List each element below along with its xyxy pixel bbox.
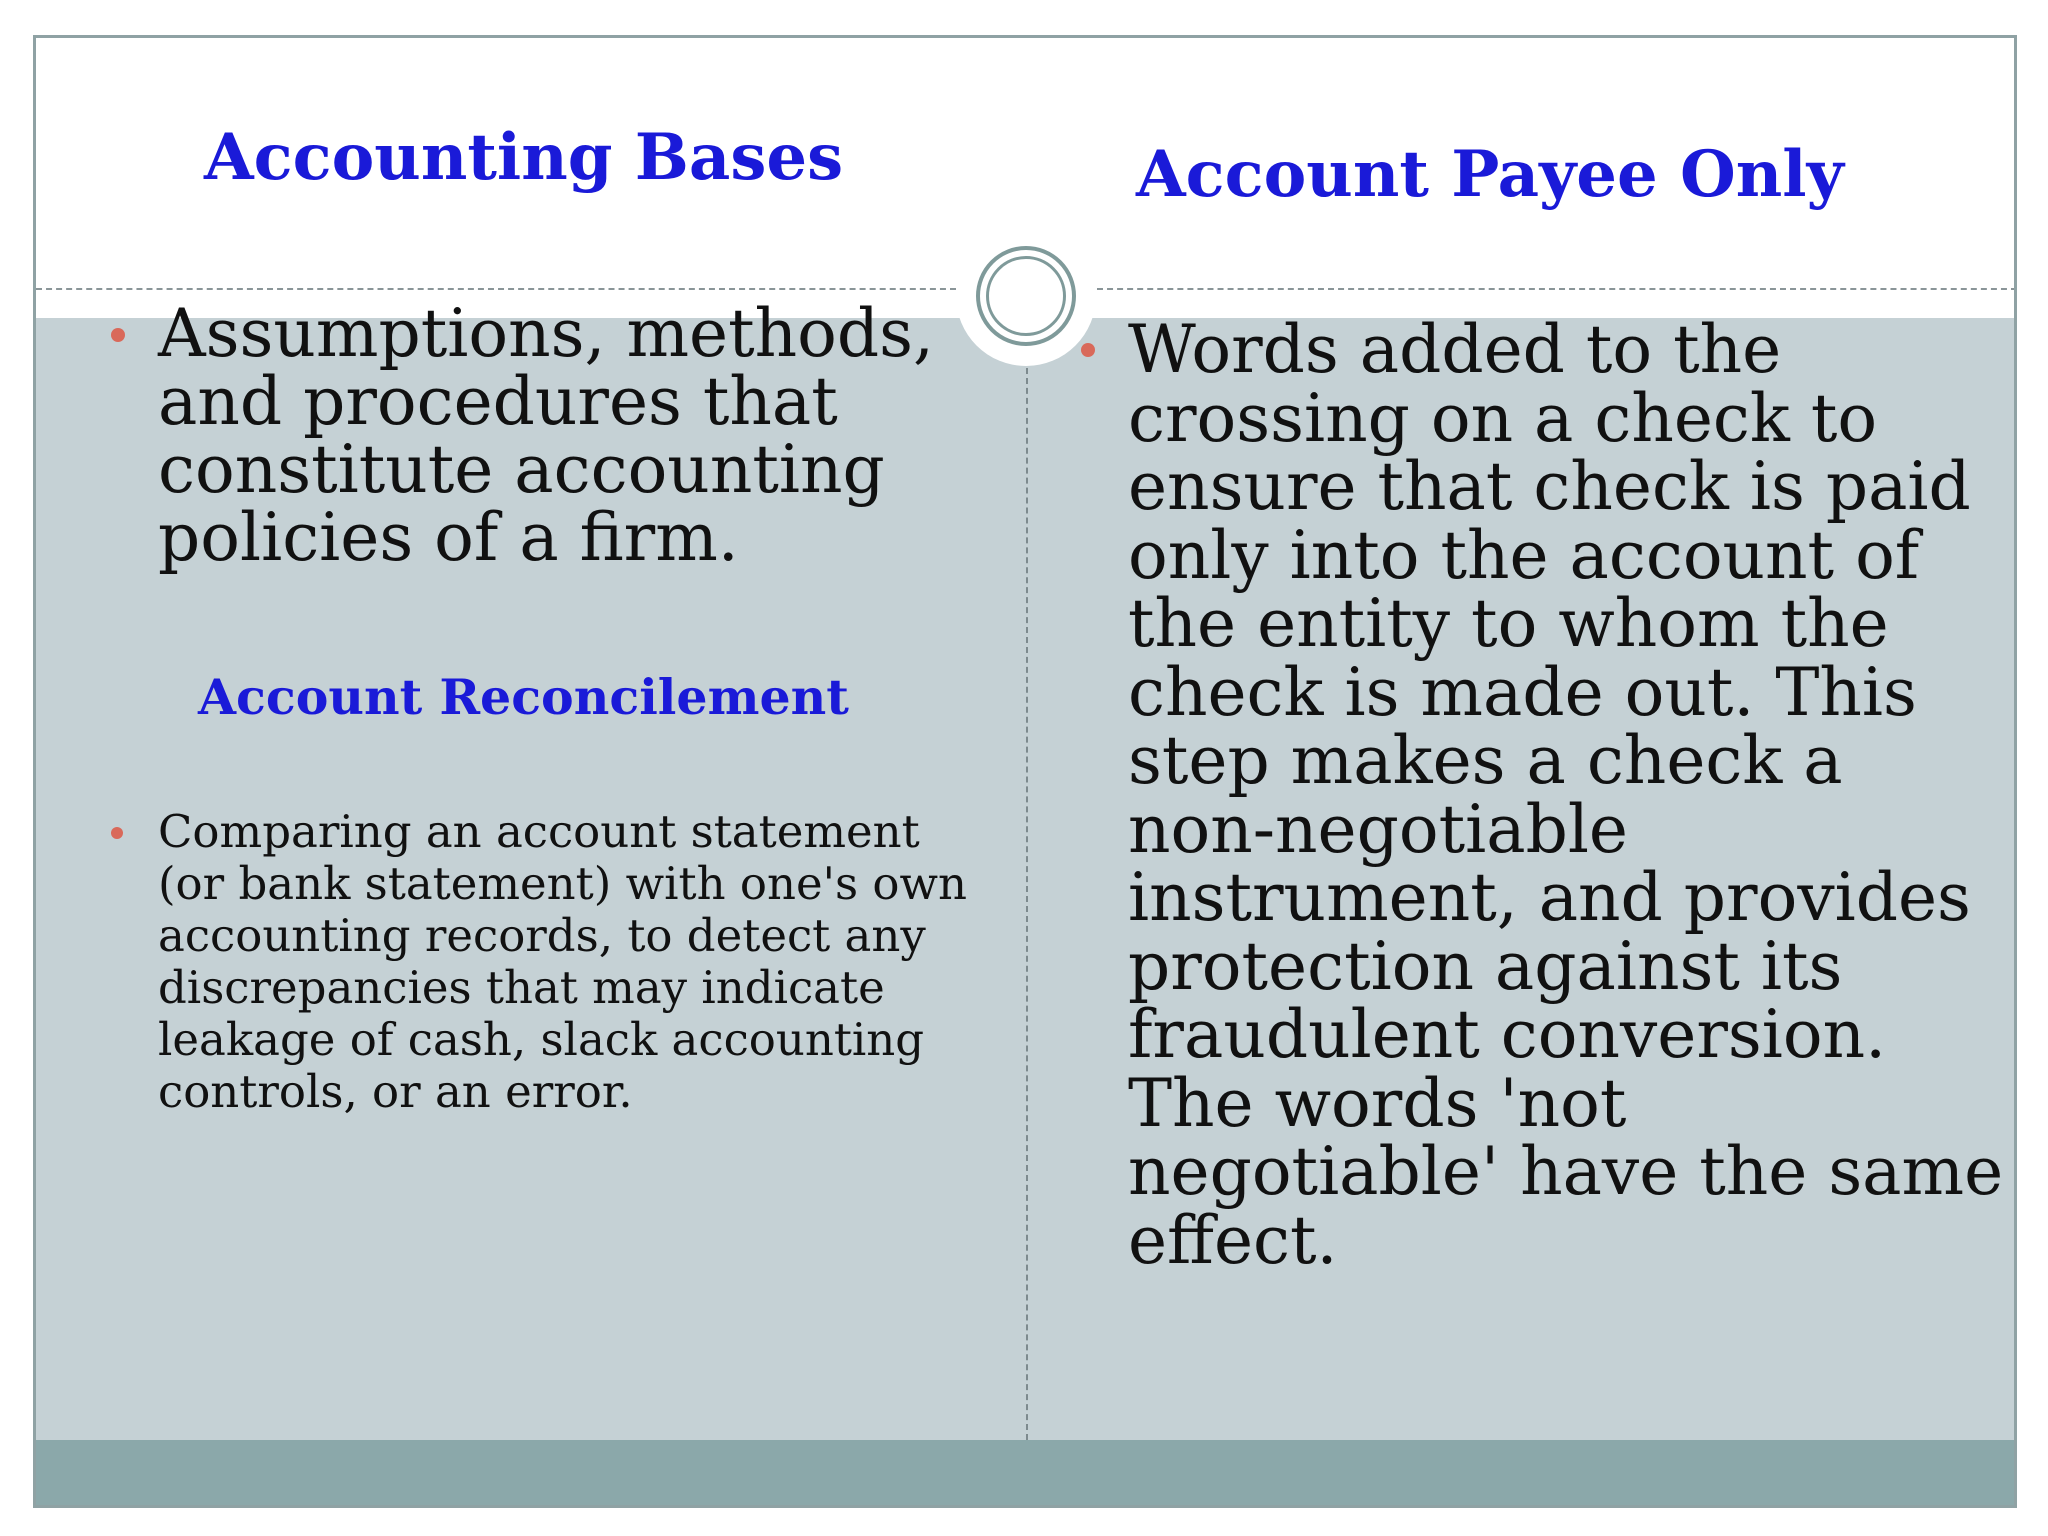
footer-band	[36, 1440, 2014, 1508]
bullet-dot-icon	[111, 328, 125, 342]
left-bullet-text: Assumptions, methods, and procedures that constitute accounting policies of a firm.	[158, 295, 934, 576]
left-subheading: Account Reconcilement	[198, 668, 849, 726]
ring-ornament-icon	[976, 246, 1076, 346]
slide	[33, 35, 2017, 1508]
column-divider	[1026, 368, 1028, 1440]
bullet-dot-icon	[1081, 343, 1095, 357]
right-bullet-text: Words added to the crossing on a check to ensure that check is paid only into the account of the entity to whom the check is made out. This step makes a check a non-negotiable instrument, and provides protection against its fraudulent conversion. The words 'not negotiable' have the same effect.	[1128, 311, 2004, 1279]
left-heading: Accounting Bases	[204, 120, 844, 195]
divider-line-right	[1097, 288, 2017, 290]
left-bullet-text-2: Comparing an account statement (or bank statement) with one's own accounting records, to detect any discrepancies that may indicate leakage of cash, slack accounting controls, or an error.	[158, 805, 967, 1118]
right-heading: Account Payee Only	[1136, 137, 1844, 212]
divider-line-left	[36, 288, 956, 290]
bullet-dot-icon	[111, 827, 123, 839]
